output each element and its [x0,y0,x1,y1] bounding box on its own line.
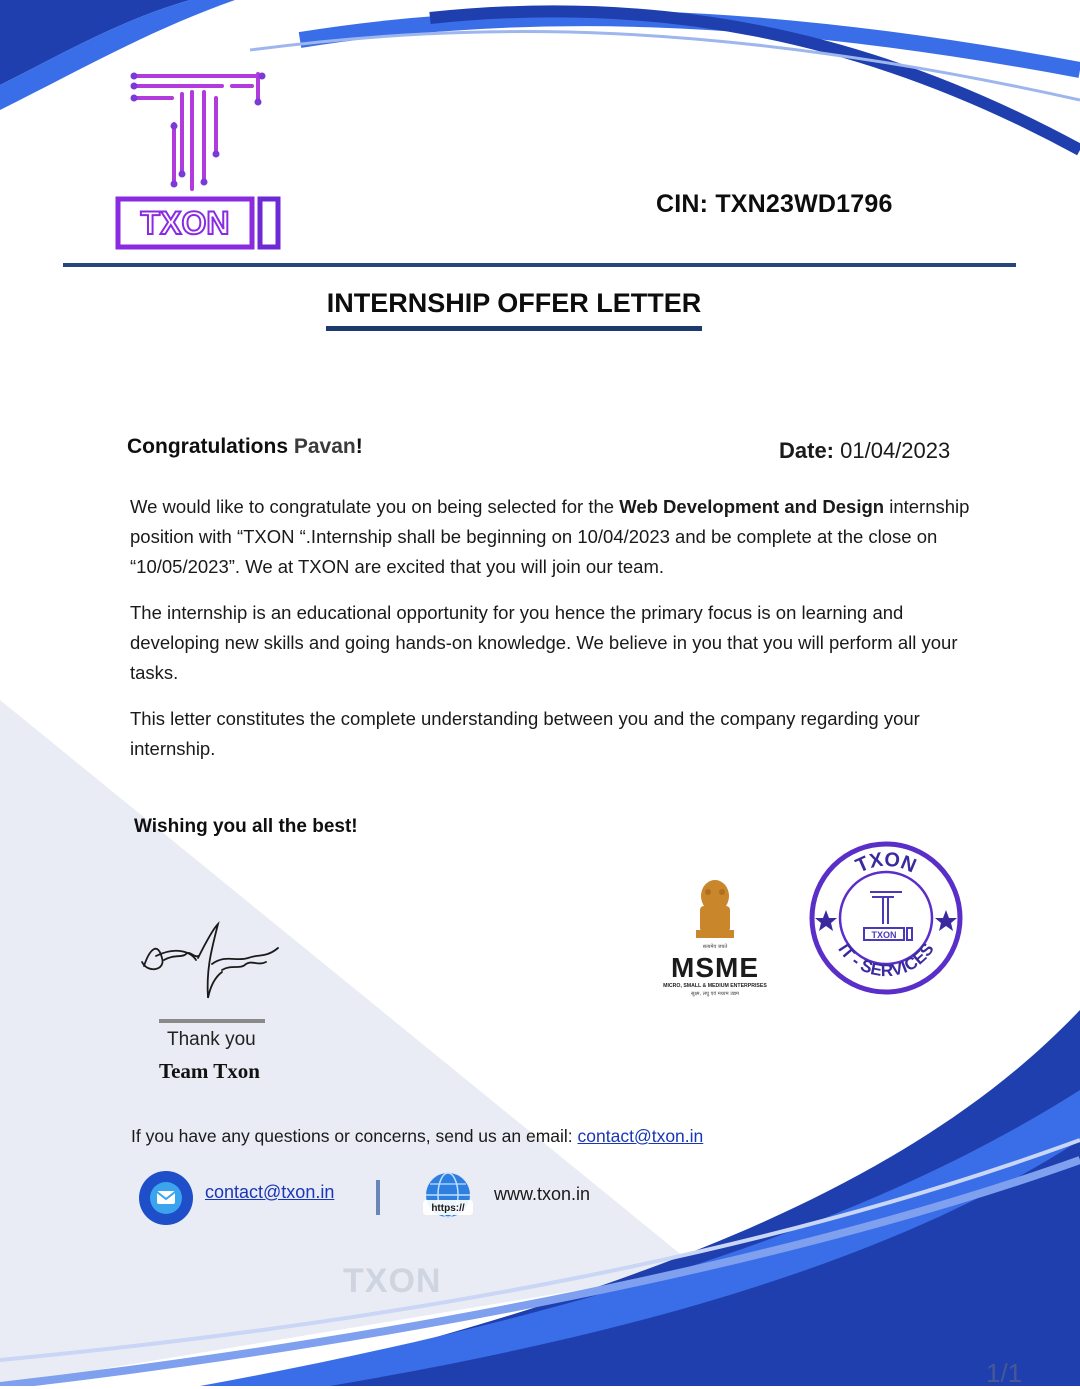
closing-wish: Wishing you all the best! [134,816,358,837]
txon-logo [112,64,288,254]
seal-inner-text: TXON [871,930,897,940]
globe-label: https:// [431,1203,465,1214]
page-title: INTERNSHIP OFFER LETTER [326,288,702,318]
svg-text:TXON: TXON [852,848,920,878]
internship-role: Web Development and Design [619,496,885,517]
msme-text: MSME [671,952,759,983]
website-url[interactable]: www.txon.in [494,1184,591,1204]
svg-text:सत्यमेव जयते: सत्यमेव जयते [702,944,728,950]
signature-line [159,1019,265,1023]
logo-text: TXON [140,205,230,241]
thank-you: Thank you [167,1029,256,1050]
signature [136,918,286,1008]
team-name: Team Txon [159,1059,260,1083]
txon-seal [806,838,966,998]
greeting [127,435,363,459]
page-number: 1/1 [986,1358,1023,1388]
question-email-link[interactable]: contact@txon.in [577,1126,704,1146]
svg-text:IT - SERVICES: IT - SERVICES [834,939,938,981]
header-divider [63,263,1016,267]
paragraph-3: This letter constitutes the complete understanding between you and the company regarding your internship. [130,708,920,759]
svg-text:सूक्ष्म, लघु एवं मध्यम उद्यम: सूक्ष्म, लघु एवं मध्यम उद्यम [690,991,740,997]
msme-caption: MICRO, SMALL & MEDIUM ENTERPRISES [663,983,767,989]
globe-icon[interactable] [421,1170,475,1224]
msme-emblem [660,874,770,998]
email-link[interactable]: contact@txon.in [205,1182,335,1202]
cin-number: CIN: TXN23WD1796 [656,190,893,218]
paragraph-2: The internship is an educational opportunity for you hence the primary focus is on learning and developing new skills and going hands-on knowledge. We believe in you that you will perform all your tasks. [130,602,958,683]
letter-date [779,438,950,464]
date-label: Date: [779,438,835,463]
letter-body [130,492,990,780]
mail-icon[interactable] [138,1170,194,1226]
greeting-prefix: Congratulations [127,435,294,458]
date-value: 01/04/2023 [834,438,951,463]
footer-watermark: TXON [343,1262,442,1300]
contact-question: If you have any questions or concerns, send us an email: contact@txon.in [131,1126,704,1146]
contact-divider [376,1180,380,1215]
greeting-suffix: ! [355,435,363,458]
paragraph-1: We would like to congratulate you on being selected for the Web Development and Design internship position with “TXON “.Internship shall be beginning on 10/04/2023 and be complete at the close on “10/05/2023”. We at TXON are excited that you will join our team. [130,496,970,577]
recipient-name: Pavan [293,435,356,458]
title-underline [326,326,702,331]
